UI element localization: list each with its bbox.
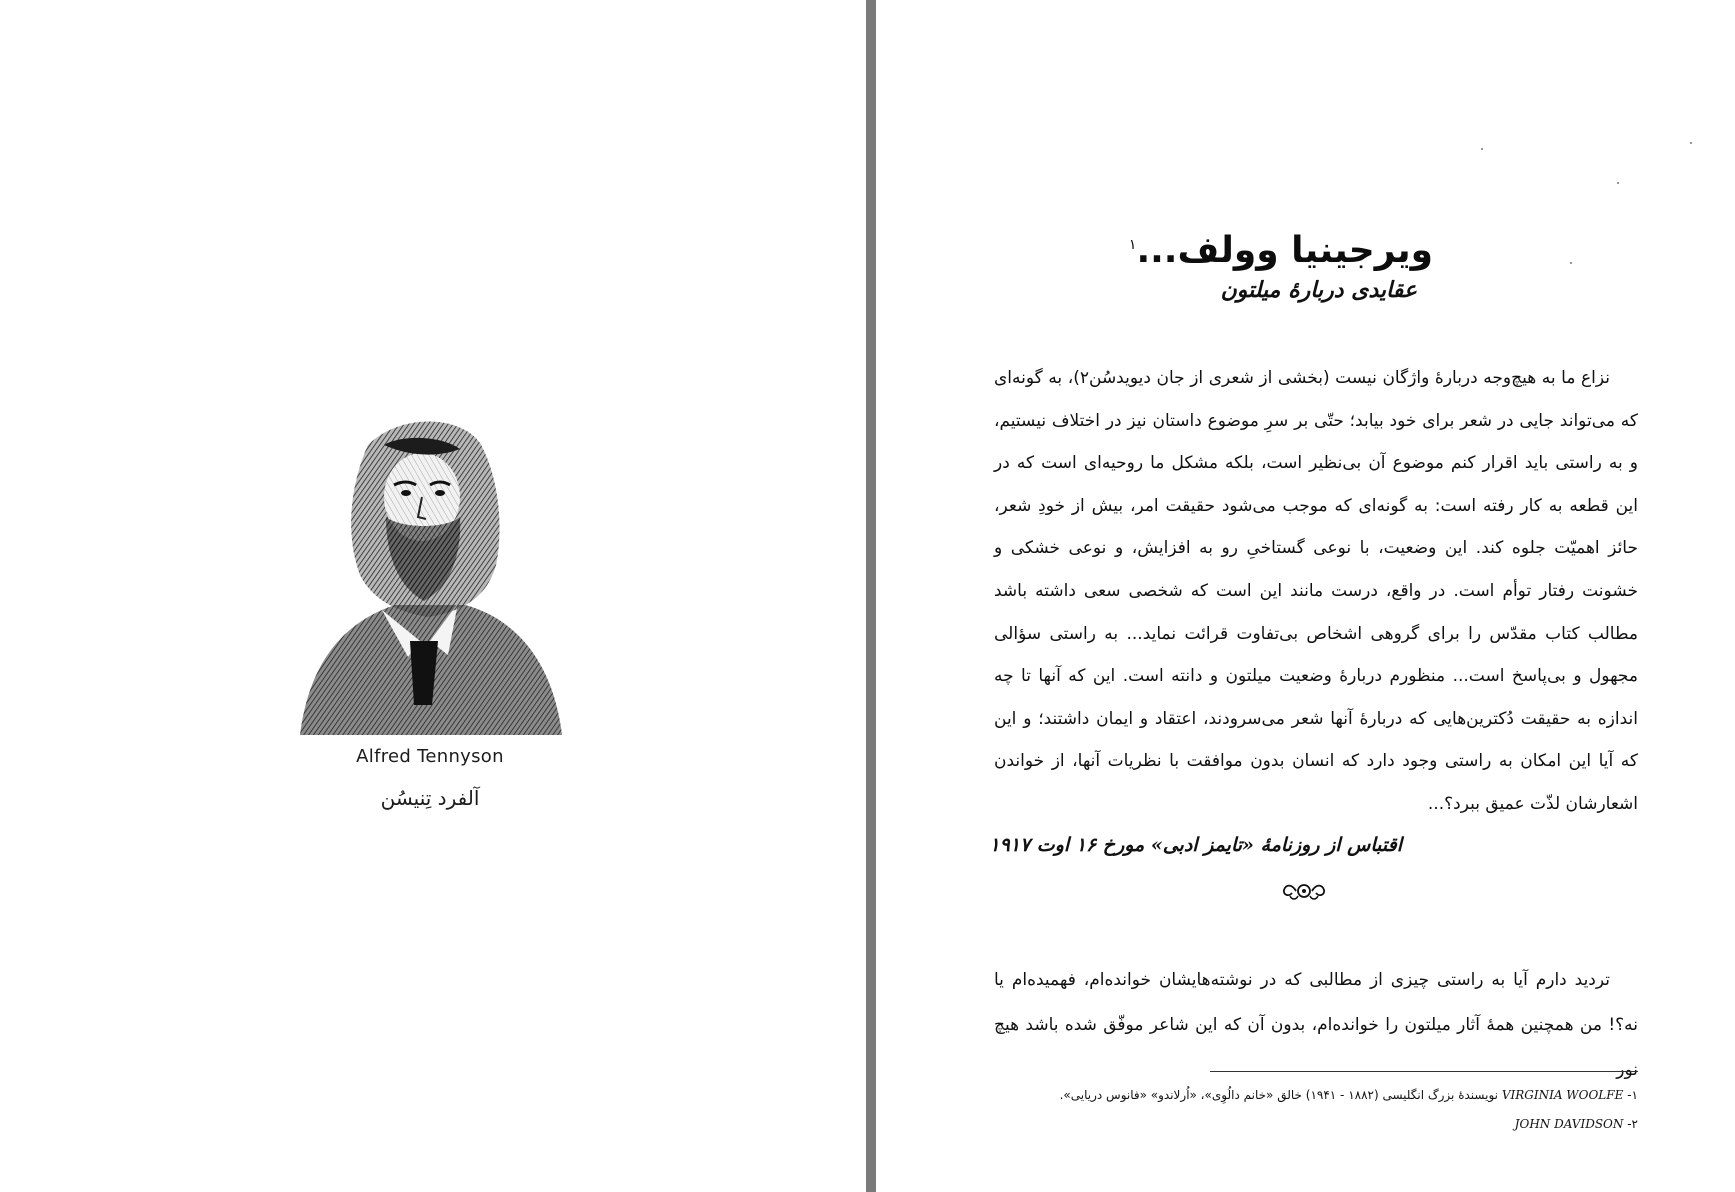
scan-speck (1570, 262, 1572, 264)
quote-source: اقتباس از روزنامهٔ «تایمز ادبی» مورخ ۱۶ اوت ۱۹۱۷ (989, 834, 1402, 856)
floral-ornament-icon (1280, 880, 1328, 902)
footnotes (994, 1081, 1638, 1139)
footnote-separator (1210, 1071, 1638, 1072)
portrait-caption-persian: آلفرد تِنیسُن (380, 786, 480, 810)
footnote-1 (994, 1081, 1638, 1110)
portrait-engraving-image (290, 405, 570, 745)
chapter-subtitle: عقایدی دربارهٔ میلتون (1220, 277, 1417, 303)
title-footnote-marker: ۱ (1128, 237, 1137, 253)
body-paragraph-block (994, 958, 1638, 1093)
scan-speck (1617, 182, 1619, 184)
footnote-text: نویسندهٔ بزرگ انگلیسی (۱۸۸۲ - ۱۹۴۱) خالق «خانم دالُوِی»، «اُرلاندو» «فانوس دریایی». (1059, 1088, 1498, 1102)
book-spine-gutter (866, 0, 876, 1192)
chapter-title (1129, 222, 1433, 274)
footnote-marker: ۱- (1627, 1088, 1638, 1102)
footnote-name-english: VIRGINIA WOOLFE (1501, 1088, 1624, 1102)
scan-speck (1690, 142, 1692, 144)
quote-block (994, 357, 1638, 826)
footnote-name-english: JOHN DAVIDSON (1514, 1117, 1624, 1131)
left-page (0, 0, 866, 1192)
quote-paragraph: نزاع ما به هیچ‌وجه دربارهٔ واژگان نیست (بخشی از شعری از جان دیویدسُن۲)، به گونه‌ای که می‌تواند جایی در شعر برای خود بیابد؛ حتّی بر سرِ موضوع داستان نیز در اختلاف نیستیم، و به راستی باید اقرار کنم موضوع آن بی‌نظیر است، بلکه مشکل ما روحیه‌ای است که در این قطعه به کار رفته است: به گونه‌ای که موجب می‌شود حقیقت امر، بیش از خودِ شعر، حائز اهمیّت جلوه کند. این وضعیت، با نوعی گستاخیِ رو به افزایش، و نوعی خشکی و خشونت رفتار توأم است. در واقع، درست مانند این است که شخصی سعی داشته باشد مطالب کتاب مقدّس را برای گروهی اشخاص بی‌تفاوت قرائت نماید... به راستی سؤالی مجهول و بی‌پاسخ است... منظورم دربارهٔ وضعیت میلتون و دانته است. این که آنها تا چه اندازه به حقیقت دُکترین‌هایی که دربارهٔ آنها شعر می‌سرودند، اعتقاد و ایمان داشتند؛ و این که آیا این امکان به راستی وجود دارد که انسان بدون موافقت با نظریات آنها، از خواندن اشعارشان لذّت عمیق ببرد؟... (994, 368, 1638, 814)
scan-speck (1481, 148, 1483, 150)
footnote-2 (994, 1110, 1638, 1139)
footnote-marker: ۲- (1627, 1117, 1638, 1131)
body-paragraph: تردید دارم آیا به راستی چیزی از مطالبی که در نوشته‌هایشان خوانده‌ام، فهمیده‌ام یا نه؟! من همچنین همهٔ آثار میلتون را خوانده‌ام، بدون آن که این شاعر موفّق شده باشد هیچ نور (994, 970, 1638, 1080)
portrait-caption-english: Alfred Tennyson (356, 746, 504, 767)
chapter-title-text: ویرجینیا وولف... (1136, 230, 1433, 271)
